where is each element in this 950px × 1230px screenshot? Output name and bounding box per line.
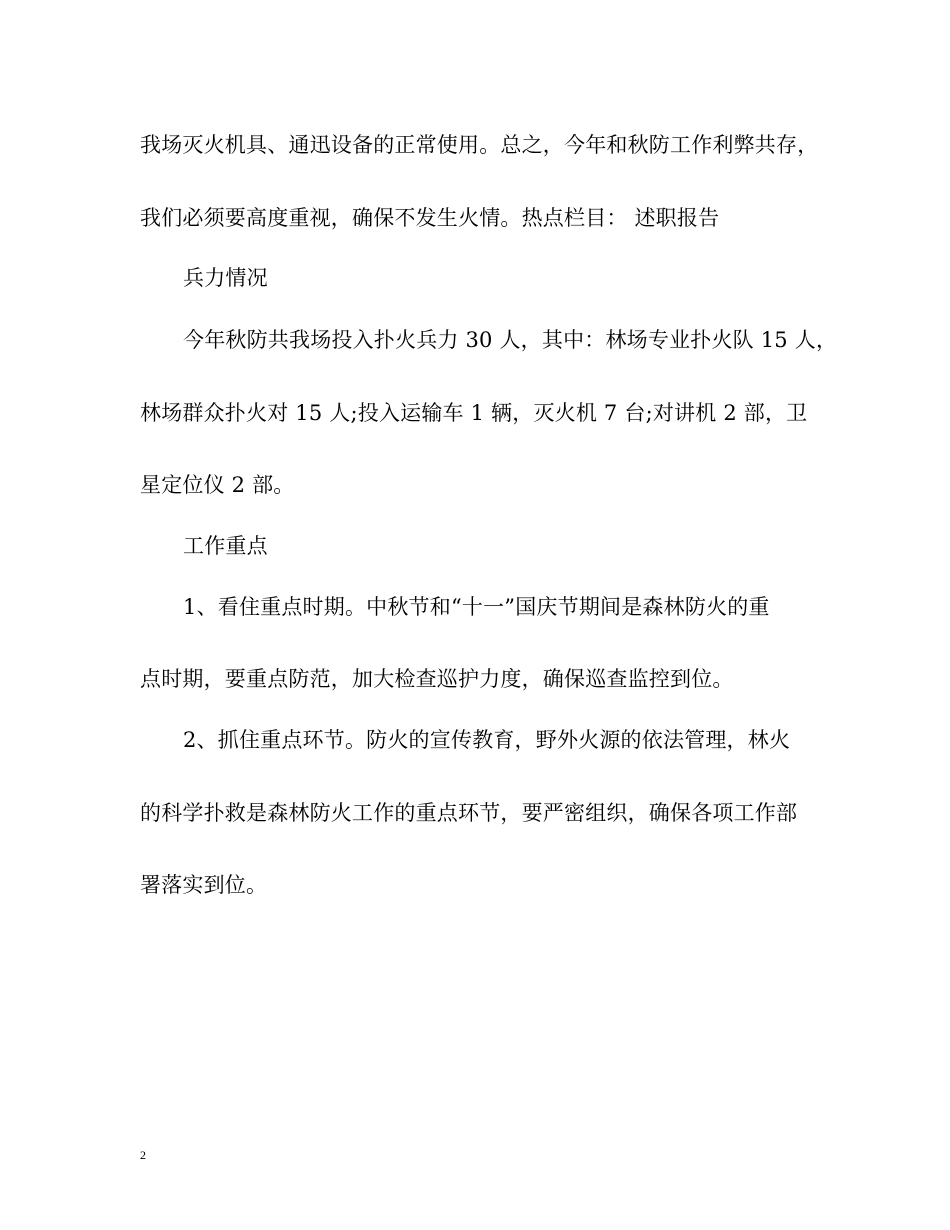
body-line-10: 2、抓住重点环节。防火的宣传教育，野外火源的依法管理，林火 <box>183 728 791 752</box>
page-number: 2 <box>140 1148 146 1162</box>
section-heading-focus: 工作重点 <box>183 534 268 558</box>
body-line-4: 今年秋防共我场投入扑火兵力 30 人，其中：林场专业扑火队 15 人， <box>183 328 838 352</box>
body-line-1: 我场灭火机具、通迅设备的正常使用。总之，今年和秋防工作利弊共存， <box>140 133 819 157</box>
body-line-9: 点时期，要重点防范，加大检查巡护力度，确保巡查监控到位。 <box>140 667 734 691</box>
body-line-6: 星定位仪 2 部。 <box>140 473 295 497</box>
body-line-8: 1、看住重点时期。中秋节和“十一”国庆节期间是森林防火的重 <box>183 595 770 619</box>
body-line-12: 署落实到位。 <box>140 873 268 897</box>
body-line-2: 我们必须要高度重视，确保不发生火情。热点栏目： 述职报告 <box>140 206 720 230</box>
body-line-5: 林场群众扑火对 15 人;投入运输车 1 辆，灭火机 7 台;对讲机 2 部，卫 <box>140 401 808 425</box>
section-heading-force: 兵力情况 <box>183 266 268 290</box>
body-line-11: 的科学扑救是森林防火工作的重点环节，要严密组织，确保各项工作部 <box>140 801 798 825</box>
